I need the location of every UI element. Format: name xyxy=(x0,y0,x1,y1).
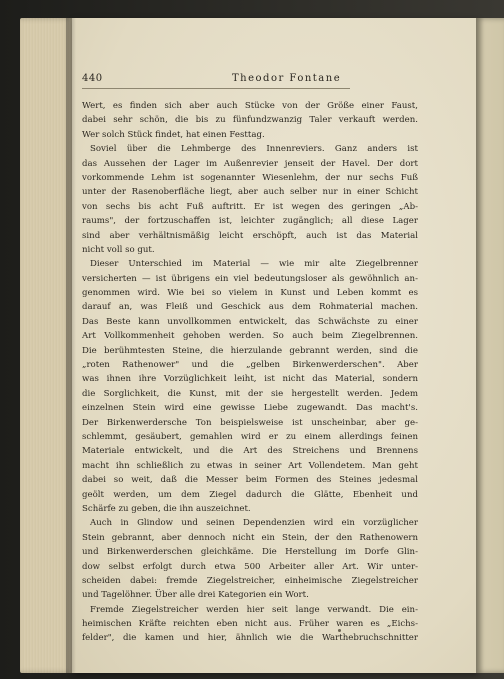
text-line: sind aber verhältnismäßig leicht erschöpft, auch ist das Material xyxy=(82,230,418,241)
text-line: Auch in Glindow und seinen Dependenzien wird ein vorzüglicher xyxy=(90,518,418,529)
text-line: dabei sehr schön, die bis zu fünfundzwanzig Taler verkauft werden. xyxy=(82,115,418,126)
text-line: dow selbst erfolgt durch etwa 500 Arbeiter aller Art. Wir unter- xyxy=(82,561,418,572)
facing-page-edge xyxy=(476,18,504,673)
text-line: Dieser Unterschied im Material — wie mir alte Ziegelbrenner xyxy=(90,259,418,270)
text-line: felder", die kamen und hier, ähnlich wie die Warthebruchschnitter xyxy=(82,633,418,644)
text-line: scheiden dabei: fremde Ziegelstreicher, einheimische Ziegelstreicher xyxy=(82,575,418,586)
text-line: Art Vollkommenheit gehoben werden. So auch beim Ziegelbrennen. xyxy=(82,331,418,342)
page-number: 440 xyxy=(82,73,103,84)
text-line: Materiale entwickelt, und die Art des Streichens und Brennens xyxy=(82,446,418,457)
text-line: Das Beste kann unvollkommen entwickelt, das Schwächste zu einer xyxy=(82,316,418,327)
text-line: und Birkenwerderschen gleichkäme. Die Herstellung im Dorfe Glin- xyxy=(82,547,418,558)
text-line: Soviel über die Lehmberge des Innenreviers. Ganz anders ist xyxy=(90,144,418,155)
text-line: Wer solch Stück findet, hat einen Festtag. xyxy=(82,129,265,140)
text-line: einzelnen Stein wird eine gewisse Liebe zugewandt. Das macht's. xyxy=(82,403,418,414)
book-page-edges xyxy=(20,18,72,673)
text-line: unter der Rasenoberfläche liegt, aber auch selber nur in einer Schicht xyxy=(82,187,418,198)
text-line: dabei so weit, daß die Messer beim Formen des Steines jedesmal xyxy=(82,475,418,486)
text-line: macht ihn schließlich zu etwas in seiner Art Vollendetem. Man geht xyxy=(82,460,418,471)
text-line: von sechs bis acht Fuß auftritt. Er ist wegen des geringen „Ab- xyxy=(82,201,418,212)
header-rule xyxy=(82,88,350,89)
text-line: was ihnen ihre Vorzüglichkeit leiht, ist nicht das Material, sondern xyxy=(82,374,418,385)
page-speck xyxy=(338,629,341,632)
text-line: und Tagelöhner. Über alle drei Kategorien ein Wort. xyxy=(82,590,309,601)
text-line: „roten Rathenower" und die „gelben Birkenwerderschen". Aber xyxy=(82,360,418,371)
running-header xyxy=(82,73,350,89)
text-line: schlemmt, gesäubert, gemahlen wird er zu einem allerdings feinen xyxy=(82,431,418,442)
book-gutter-shadow xyxy=(66,18,76,673)
text-line: genommen wird. Wie bei so vielem in Kunst und Leben kommt es xyxy=(82,288,418,299)
body-text xyxy=(82,99,418,646)
text-line: nicht voll so gut. xyxy=(82,244,155,255)
running-title: Theodor Fontane xyxy=(232,73,342,84)
text-line: Fremde Ziegelstreicher werden hier seit lange verwandt. Die ein- xyxy=(90,604,418,615)
text-line: die Sorglichkeit, die Kunst, mit der sie hergestellt werden. Jedem xyxy=(82,388,418,399)
text-line: vorkommende Lehm ist sogenannter Wiesenlehm, der nur sechs Fuß xyxy=(82,172,418,183)
text-line: heimischen Kräfte reichten eben nicht aus. Früher waren es „Eichs- xyxy=(82,619,418,630)
text-line: Wert, es finden sich aber auch Stücke von der Größe einer Faust, xyxy=(82,101,418,111)
text-line: versicherten — ist übrigens ein viel bedeutungsloser als gewöhnlich an- xyxy=(82,273,418,284)
text-line: das Aussehen der Lager im Außenrevier jenseit der Havel. Der dort xyxy=(82,158,418,169)
text-line: Schärfe zu geben, die ihn auszeichnet. xyxy=(82,503,251,514)
text-line: darauf an, was Fleiß und Geschick aus dem Rohmaterial machen. xyxy=(82,302,418,313)
text-line: Der Birkenwerdersche Ton beispielsweise ist unscheinbar, aber ge- xyxy=(82,417,418,428)
text-line: geölt werden, um dem Ziegel dadurch die Glätte, Ebenheit und xyxy=(82,489,418,500)
text-line: Die berühmtesten Steine, die hierzulande gebrannt werden, sind die xyxy=(82,345,418,356)
text-line: Stein gebrannt, aber dennoch nicht ein Stein, der den Rathenowern xyxy=(82,532,418,543)
text-line: raums", der fortzuschaffen ist, leichter zugänglich; all diese Lager xyxy=(82,216,418,227)
